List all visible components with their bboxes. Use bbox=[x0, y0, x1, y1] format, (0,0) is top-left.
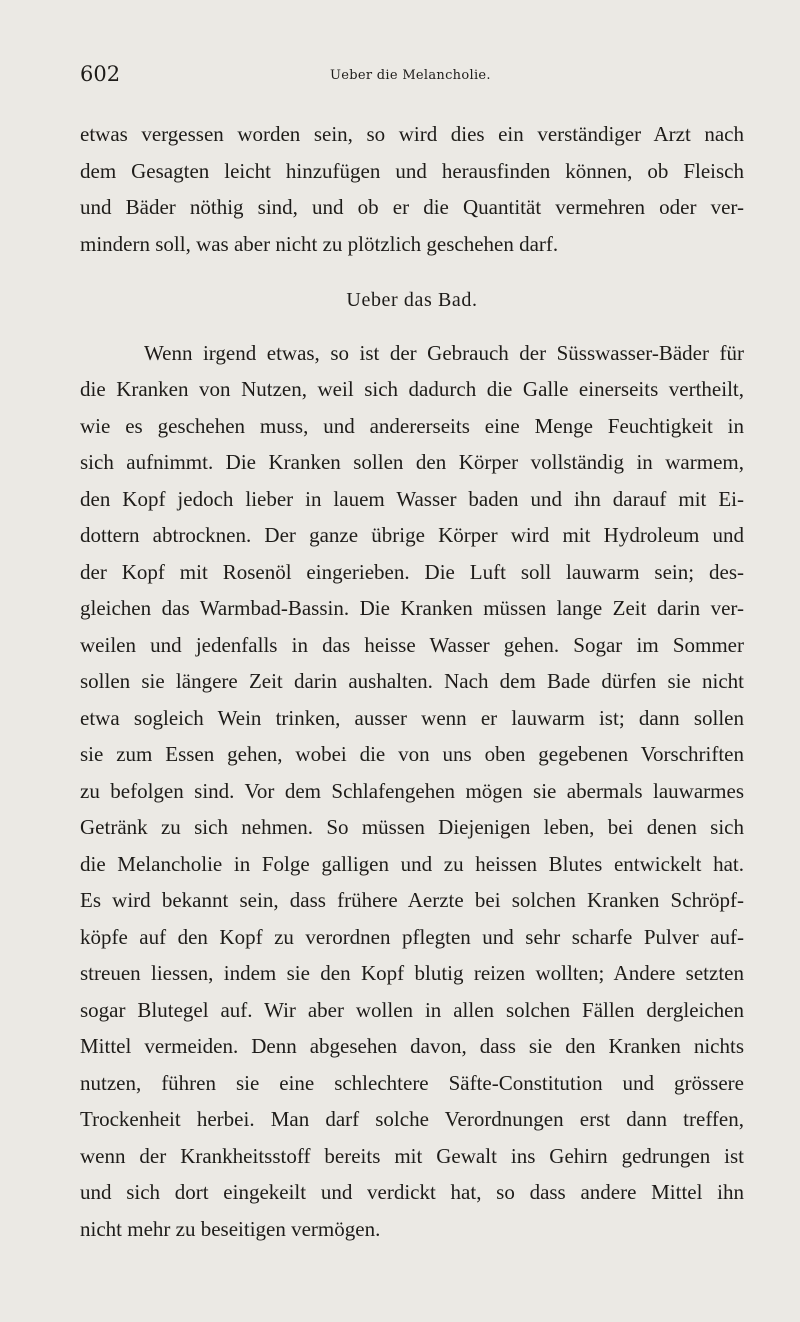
text-line: Es wird bekannt sein, dass frühere Aerzte bei solchen Kranken Schröpf- bbox=[80, 888, 744, 912]
text-line: wie es geschehen muss, und andererseits eine Menge Feuchtigkeit in bbox=[80, 413, 744, 438]
body-text bbox=[80, 116, 744, 1247]
text-line: sollen sie längere Zeit darin aushalten. Nach dem Bade dürfen sie nicht bbox=[80, 669, 744, 693]
text-line: Wenn irgend etwas, so ist der Gebrauch der Süsswasser-Bäder für bbox=[144, 340, 744, 365]
text-line: Getränk zu sich nehmen. So müssen Diejenigen leben, bei denen sich bbox=[80, 815, 744, 839]
text-line: gleichen das Warmbad-Bassin. Die Kranken müssen lange Zeit darin ver- bbox=[80, 596, 744, 620]
text-line: zu befolgen sind. Vor dem Schlafengehen mögen sie abermals lauwarmes bbox=[80, 778, 744, 803]
text-line: der Kopf mit Rosenöl eingerieben. Die Luft soll lauwarm sein; des- bbox=[80, 559, 744, 584]
text-line: sogar Blutegel auf. Wir aber wollen in allen solchen Fällen dergleichen bbox=[80, 997, 744, 1022]
text-line: dottern abtrocknen. Der ganze übrige Körper wird mit Hydroleum und bbox=[80, 523, 744, 547]
page-header bbox=[80, 62, 744, 92]
text-line: Mittel vermeiden. Denn abgesehen davon, dass sie den Kranken nichts bbox=[80, 1034, 744, 1058]
text-line: köpfe auf den Kopf zu verordnen pflegten und sehr scharfe Pulver auf- bbox=[80, 924, 744, 949]
text-line: nicht mehr zu beseitigen vermögen. bbox=[80, 1216, 381, 1241]
paragraph-1 bbox=[80, 116, 744, 262]
text-line: dem Gesagten leicht hinzufügen und herausfinden können, ob Fleisch bbox=[80, 158, 744, 183]
text-line: und sich dort eingekeilt und verdickt hat, so dass andere Mittel ihn bbox=[80, 1180, 744, 1204]
text-line: den Kopf jedoch lieber in lauem Wasser baden und ihn darauf mit Ei- bbox=[80, 486, 744, 511]
paragraph-2 bbox=[80, 335, 744, 1248]
text-line: nutzen, führen sie eine schlechtere Säfte-Constitution und grössere bbox=[80, 1070, 744, 1095]
text-line: und Bäder nöthig sind, und ob er die Quantität vermehren oder ver- bbox=[80, 195, 744, 219]
text-line: Trockenheit herbei. Man darf solche Verordnungen erst dann treffen, bbox=[80, 1107, 744, 1131]
text-line: wenn der Krankheitsstoff bereits mit Gewalt ins Gehirn gedrungen ist bbox=[80, 1143, 744, 1168]
text-line: etwa sogleich Wein trinken, ausser wenn er lauwarm ist; dann sollen bbox=[80, 705, 744, 730]
text-line: sich aufnimmt. Die Kranken sollen den Körper vollständig in warmem, bbox=[80, 450, 744, 474]
text-line: weilen und jedenfalls in das heisse Wasser gehen. Sogar im Sommer bbox=[80, 632, 744, 657]
text-line: etwas vergessen worden sein, so wird dies ein verständiger Arzt nach bbox=[80, 122, 744, 146]
text-line: mindern soll, was aber nicht zu plötzlich geschehen darf. bbox=[80, 231, 559, 256]
text-line: sie zum Essen gehen, wobei die von uns oben gegebenen Vorschriften bbox=[80, 742, 744, 766]
page-number: 602 bbox=[80, 62, 121, 86]
section-title: Ueber das Bad. bbox=[346, 289, 478, 311]
text-line: die Melancholie in Folge galligen und zu heissen Blutes entwickelt hat. bbox=[80, 851, 744, 876]
text-line: die Kranken von Nutzen, weil sich dadurch die Galle einerseits vertheilt, bbox=[80, 377, 744, 401]
text-line: streuen liessen, indem sie den Kopf blutig reizen wollten; Andere setzten bbox=[80, 961, 744, 985]
running-head: Ueber die Melancholie. bbox=[330, 68, 491, 83]
